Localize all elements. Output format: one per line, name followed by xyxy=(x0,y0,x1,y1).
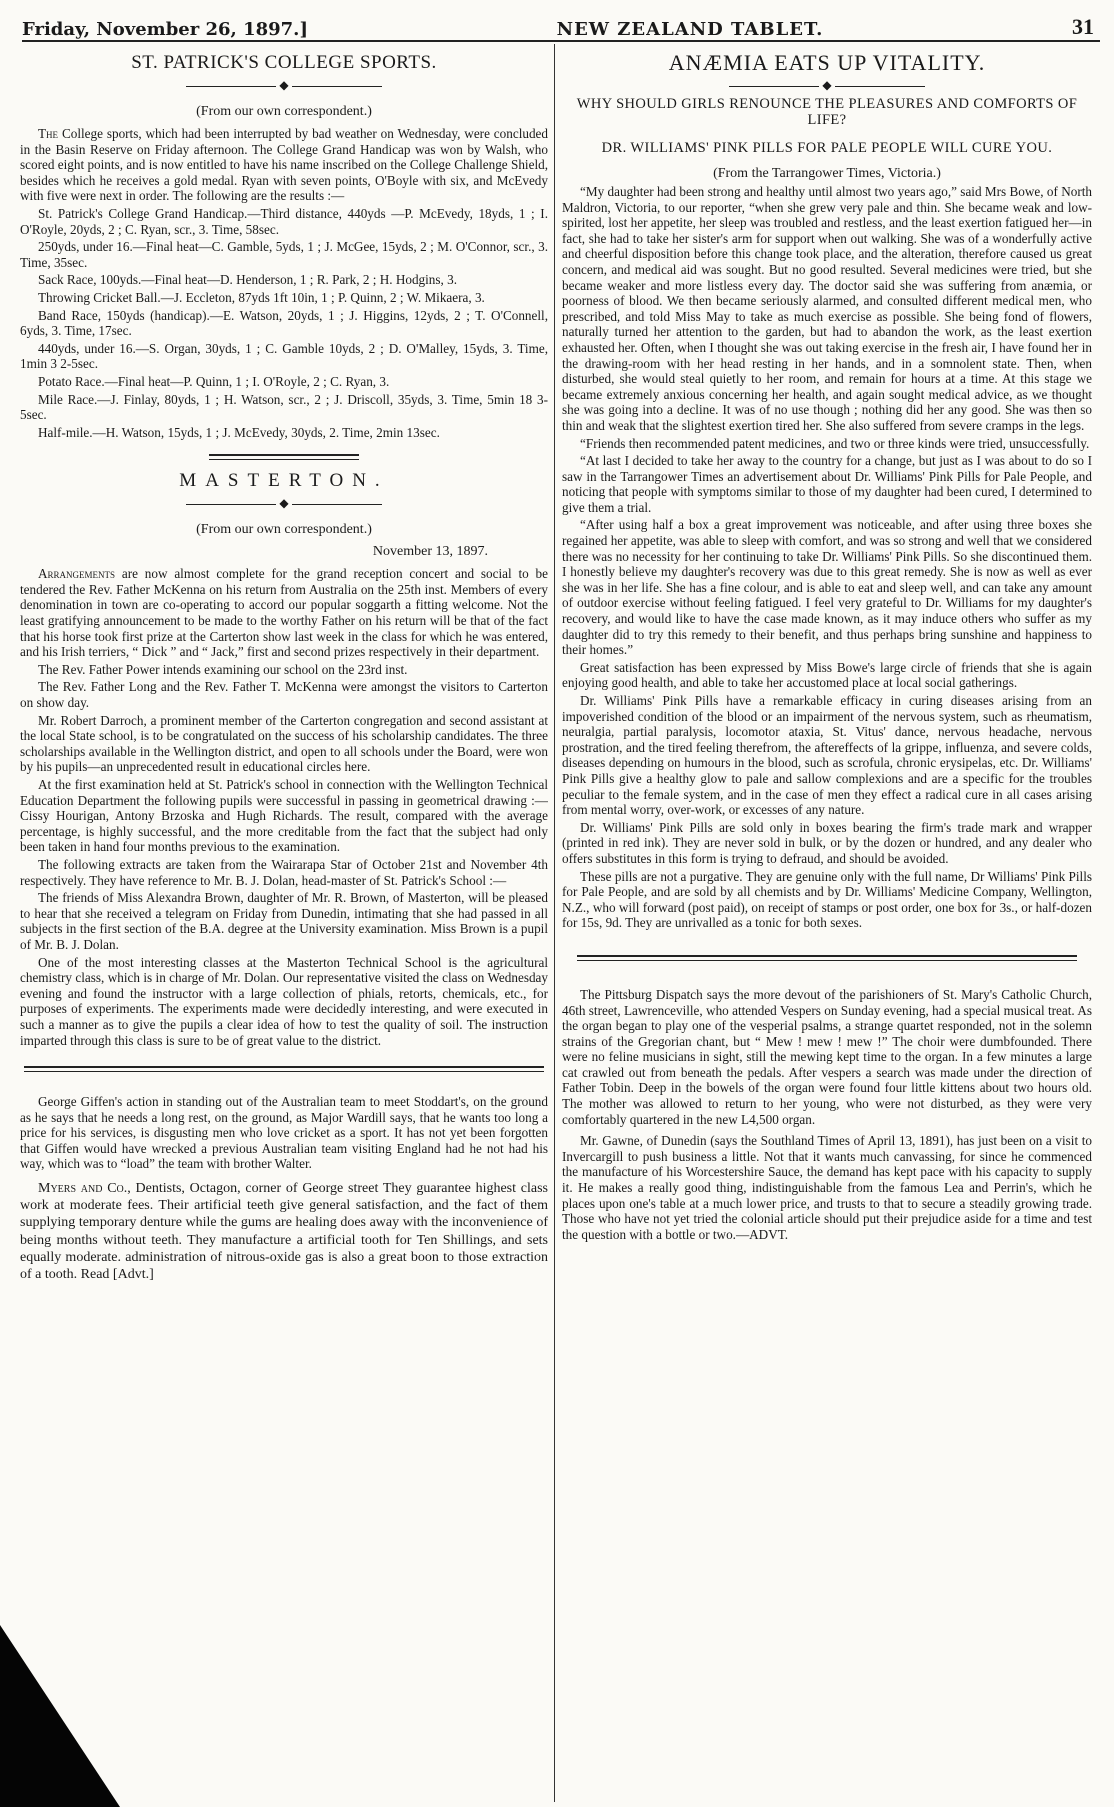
anaemia-paragraph: “My daughter had been strong and healthy until almost two years ago,” said Mrs Bowe, of North Maldron, Victoria, to our reporter, “when she grew very pale and thin. She became weak and low-spirited, lost her appetite, her sleep was troubled and restless, and the least exertion fatigued her—in fact, she had to take her sister's arm for support when out walking. She was of a wonderfully active and cheerful disposition before this change took place, and the alteration, therefore caused us great concern, and medical aid was sought. But no good resulted. Several medicines were tried, but she became weaker and more listless every day. The doctor said she was suffering from anæmia, or poorness of blood. We then became seriously alarmed, and consulted different medical men, who prescribed, and told Miss May to take as much exercise as possible. She being fond of flowers, naturally turned her attention to the garden, but had to abandon the work, as the least exertion exhausted her. Often, when I thought she was out taking exercise in the fresh air, I have found her in the drawing-room with her head resting in her hands, and in a somnolent state. Then, when disturbed, she would steal quietly to her room, and remain for hours at a time. At this stage we became extremely anxious concerning her health, and again sought medical advice, as we thought she was going into a decline. It was of no use though ; nothing did her any good. She was then so thin and weak that the slightest exertion tired her. She also suffered from severe cramps in the legs. xyxy=(562,184,1092,433)
page-header xyxy=(22,6,1100,42)
right-column xyxy=(562,44,1092,1802)
left-column xyxy=(20,44,548,1802)
masterton-paragraph: The friends of Miss Alexandra Brown, daughter of Mr. R. Brown, of Masterton, will be pleased to hear that she received a telegram on Friday from Dunedin, intimating that she had passed in all subjects in the first section of the B.A. degree at the University examination. Miss Brown is a pupil of Mr. B. J. Dolan. xyxy=(20,890,548,952)
dentist-advert-lead: Myers and Co., xyxy=(38,1181,131,1197)
issue-date: Friday, November 26, 1897.] xyxy=(22,19,308,40)
masterton-paragraph: The Rev. Father Power intends examining our school on the 23rd inst. xyxy=(38,661,408,677)
sports-intro-text: College sports, which had been interrupted by bad weather on Wednesday, were concluded in the Basin Reserve on Friday afternoon. The College Grand Handicap was won by Walsh, who scored eight points, and is now entitled to have his name inscribed on the College Challenge Shield, besides which he receives a gold medal. Ryan with seven points, O'Boyle with six, and McEvedy with five were next in order. The following are the results :— xyxy=(20,126,548,204)
anaemia-subhead-question: WHY SHOULD GIRLS RENOUNCE THE PLEASURES AND COMFORTS OF LIFE? xyxy=(576,96,1078,128)
anaemia-paragraph: Dr. Williams' Pink Pills are sold only in boxes bearing the firm's trade mark and wrapper (printed in red ink). They are never sold in bulk, or by the dozen or hundred, and any dealer who offers substitutes in this form is trying to defraud, and should be avoided. xyxy=(562,819,1092,866)
giffen-paragraph: George Giffen's action in standing out of the Australian team to meet Stoddart's, on the ground as he says that he needs a long rest, on the ground, as Major Wardill says, that he wants too long a price for his services, is disgusting men who love cricket as a sport. It has not yet been forgotten that Giffen would have wrecked a previous Australian team visiting England had he not had his way, which was to “load” the team with brother Walter. xyxy=(20,1094,548,1172)
sports-result: Band Race, 150yds (handicap).—E. Watson, 20yds, 1 ; J. Higgins, 12yds, 2 ; T. O'Connell, 6yds, 3. Time, 17sec. xyxy=(20,307,548,339)
sports-result: Potato Race.—Final heat—P. Quinn, 1 ; I. O'Royle, 2 ; C. Ryan, 3. xyxy=(38,373,390,389)
anaemia-paragraph: Great satisfaction has been expressed by Miss Bowe's large circle of friends that she is again enjoying good health, and able to take her accustomed place at local social gatherings. xyxy=(562,659,1092,691)
anaemia-source: (From the Tarrangower Times, Victoria.) xyxy=(713,166,941,181)
sports-result: Mile Race.—J. Finlay, 80yds, 1 ; H. Watson, scr., 2 ; J. Driscoll, 35yds, 3. Time, 5min 18 3-5sec. xyxy=(20,391,548,423)
section-rule xyxy=(209,454,359,460)
masterton-lead: Arrangements xyxy=(38,566,116,582)
masterton-paragraph: At the first examination held at St. Patrick's school in connection with the Wellington Technical Education Department the following pupils were successful in passing in geometrical drawing :—Cissy Hourigan, Antony Brzoska and Hugh Richards. The result, compared with the average percentage, is highly successful, and the more creditable from the fact that the subject had only been taken in hand four months previous to the examination. xyxy=(20,777,548,855)
anaemia-paragraph: Dr. Williams' Pink Pills have a remarkable efficacy in curing diseases arising from an impoverished condition of the blood or an impairment of the nervous system, such as rheumatism, neuralgia, partial paralysis, locomotor ataxia, St. Vitus' dance, nervous headache, nervous prostration, and the tired feeling therefrom, the aftereffects of la grippe, influenza, and severe colds, diseases depending on humours in the blood, such as scrofula, chronic erysipelas, etc. Dr. Williams' Pink Pills give a healthy glow to pale and sallow complexions and are a specific for the troubles peculiar to the female system, and in the case of men they effect a radical cure in all cases arising from mental worry, over-work, or excesses of any nature. xyxy=(562,693,1092,818)
sports-result: Sack Race, 100yds.—Final heat—D. Henderson, 1 ; R. Park, 2 ; H. Hodgins, 3. xyxy=(38,272,458,288)
masterton-correspondent: (From our own correspondent.) xyxy=(196,522,372,538)
masterton-paragraph: The following extracts are taken from the Wairarapa Star of October 21st and November 4th respectively. They have reference to Mr. B. J. Dolan, head-master of St. Patrick's School :— xyxy=(20,856,548,888)
masterton-paragraph-text: are now almost complete for the grand reception concert and social to be tendered the Rev. Father McKenna on his return from Australia on the 25th inst. Members of every denomination in town are co-operating to accord our popular soggarth a fitting welcome. Not the least gratifying announcement to be made to the worthy Father on his return will be that of the fact that his horse took first prize at the Carterton show last week in the class for which he was entered, and his Irish terriers, “ Dick ” and “ Jack,” first and second prizes respectively in their department. xyxy=(20,566,548,660)
section-rule xyxy=(577,955,1077,961)
masterton-paragraph xyxy=(20,566,548,660)
anaemia-subhead-cure: DR. WILLIAMS' PINK PILLS FOR PALE PEOPLE WILL CURE YOU. xyxy=(601,140,1053,156)
sports-correspondent: (From our own correspondent.) xyxy=(196,104,372,119)
masterton-paragraph: One of the most interesting classes at the Masterton Technical School is the agricultural chemistry class, which is in charge of Mr. Dolan. Our representative visited the class on Wednesday evening and found the instructor with a large collection of phials, retorts, chemicals, etc., for purposes of experiments. The experiments made were decidedly interesting, and were executed in such a manner as to give the pupils a clear idea of how to test the quality of soil. The instruction imparted through this class is sure to be of great value to the district. xyxy=(20,954,548,1048)
column-rule xyxy=(554,44,555,1802)
anaemia-title: ANÆMIA EATS UP VITALITY. xyxy=(668,50,986,75)
masterton-paragraph: The Rev. Father Long and the Rev. Father T. McKenna were amongst the visitors to Carterton on show day. xyxy=(20,679,548,711)
ornament-divider: ◆ xyxy=(20,498,548,508)
ornament-divider: ◆ xyxy=(562,80,1092,90)
ornament-divider: ◆ xyxy=(20,80,548,90)
anaemia-paragraph: These pills are not a purgative. They are genuine only with the full name, Dr Williams' Pink Pills for Pale People, and are sold by all chemists and by Dr. Williams' Medicine Company, Wellington, N.Z., who will forward (post paid), on receipt of stamps or post order, one box for 3s., or half-dozen for 15s, 9d. They are unrivalled as a tonic for both sexes. xyxy=(562,868,1092,931)
gawne-advert: Mr. Gawne, of Dunedin (says the Southland Times of April 13, 1891), has just been on a visit to Invercargill to push business a little. Not that it wants much canvassing, for since he commenced the manufacture of his Worcestershire Sauce, the demand has kept pace with his capacity to supply it. He makes a really good thing, indistinguishable from the famous Lea and Perrin's, which he places upon one's table at a much lower price, and trusts to that to secure a steadily growing trade. Those who have not yet tried the colonial article should put their prejudice aside for a time and test the question with a bottle or two.—ADVT. xyxy=(562,1133,1092,1242)
masterton-title: MASTERTON. xyxy=(179,470,389,492)
pittsburg-paragraph: The Pittsburg Dispatch says the more devout of the parishioners of St. Mary's Catholic Church, 46th street, Lawrenceville, who attended Vespers on Sunday evening, had a special musical treat. As the organ began to play one of the vesperial psalms, a strange quartet responded, not in the solemn strains of the Gregorian chant, but “ Mew ! mew ! mew !” The choir were dumbfounded. There were no feline musicians in sight, still the mewing kept time to the organ. In a few minutes a large cat crawled out from beneath the pedals. After vespers a search was made under the direction of Father Tobin. Deep in the bowels of the organ were found four little kittens about two hours old. The mother was allowed to return to her young, who were not disturbed, as they were very comfortably quartered in the new L4,500 organ. xyxy=(562,986,1092,1127)
sports-result: 250yds, under 16.—Final heat—C. Gamble, 5yds, 1 ; J. McGee, 15yds, 2 ; M. O'Connor, scr., 3. Time, 35sec. xyxy=(20,239,548,270)
torn-page-corner xyxy=(0,1625,120,1807)
masterton-paragraph: Mr. Robert Darroch, a prominent member of the Carterton congregation and second assistant at the local State school, is to be congratulated on the success of his scholarship candidates. The three scholarships available in the Wellington district, and open to all schools under the Board, were won by his pupils—an unprecedented result in educational circles here. xyxy=(20,712,548,775)
dentist-advert-text: Dentists, Octagon, corner of George street They guarantee highest class work at moderate fees. Their artificial teeth give general satisfaction, and the fact of them supplying temporary denture while the gums are healing does away with the inconvenience of being months without teeth. They manufacture a artificial tooth for Ten Shillings, and sets equally moderate. administration of nitrous-oxide gas is also a great boon to those extraction of a tooth. Read [Advt.] xyxy=(20,1181,548,1283)
sports-result: 440yds, under 16.—S. Organ, 30yds, 1 ; C. Gamble 10yds, 2 ; D. O'Malley, 15yds, 3. Time, 1min 3 2-5sec. xyxy=(20,340,548,372)
anaemia-paragraph: “After using half a box a great improvement was noticeable, and after using three boxes she regained her appetite, was able to sleep with comfort, and was so strong and well that we considered there was no necessity for her continuing to take Dr. Williams' Pink Pills. So she discontinued them. I honestly believe my daughter's recovery was due to this great remedy. She is now as well as ever she was in her life. She has a fine colour, and is able to eat and sleep well, and can take any amount of outdoor exercise without feeling fatigued. I feel very grateful to Dr. Williams for my daughter's recovery, and would like to have the case made known, as it may induce others who suffer as my daughter did to try this remedy to their benefit, and thus perhaps bring sunshine and happiness to their homes.” xyxy=(562,517,1092,658)
sports-result: Half-mile.—H. Watson, 15yds, 1 ; J. McEvedy, 30yds, 2. Time, 2min 13sec. xyxy=(38,424,440,440)
dentist-advert xyxy=(20,1180,548,1283)
masterton-dateline: November 13, 1897. xyxy=(372,544,488,560)
sports-result: St. Patrick's College Grand Handicap.—Third distance, 440yds —P. McEvedy, 18yds, 1 ; I. O'Royle, 20yds, 2 ; C. Ryan, scr., 3. Time, 58sec. xyxy=(20,205,548,237)
masthead: NEW ZEALAND TABLET. xyxy=(556,19,824,40)
sports-result: Throwing Cricket Ball.—J. Eccleton, 87yds 1ft 10in, 1 ; P. Quinn, 2 ; W. Mikaera, 3. xyxy=(38,289,485,305)
sports-intro-lead: The xyxy=(38,126,59,141)
anaemia-paragraph: “Friends then recommended patent medicines, and two or three kinds were tried, unsuccessfully. xyxy=(580,435,1090,451)
sports-title: ST. PATRICK'S COLLEGE SPORTS. xyxy=(131,52,437,73)
sports-intro xyxy=(20,126,548,204)
section-rule xyxy=(24,1066,544,1072)
page-number: 31 xyxy=(1071,14,1094,39)
anaemia-paragraph: “At last I decided to take her away to the country for a change, but just as I was about to do so I saw in the Tarrangower Times an advertisement about Dr. Williams' Pink Pills for Pale People, and noticing that people with symptoms similar to those of my daughter had been cured, I determined to give them a trial. xyxy=(562,453,1092,515)
